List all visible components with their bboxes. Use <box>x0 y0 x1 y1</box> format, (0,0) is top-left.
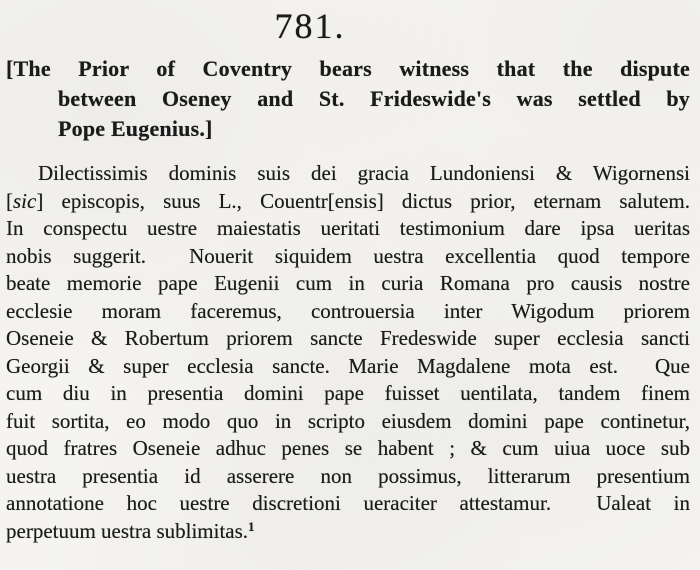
editorial-summary <box>6 54 690 144</box>
latin-line-5: beate memorie pape Eugenii cum in curia Romana pro causis nostre <box>6 271 690 295</box>
charter-latin-text <box>6 160 690 547</box>
latin-line-10: fuit sortita, eo modo quo in scripto eiusdem domini pape continetur, <box>6 408 690 433</box>
latin-line-12: uestra presentia id asserere non possimus, litterarum presentium <box>6 463 690 488</box>
sic-bracket-open: [ <box>6 188 13 213</box>
latin-line-14 <box>6 518 690 548</box>
latin-line-4: nobis suggerit. Nouerit siquidem uestra excellentia quod tempore <box>6 243 690 268</box>
latin-line-8: Georgii & super ecclesia sancte. Marie Magdalene mota est. Que <box>6 353 690 378</box>
footnote-marker: 1 <box>248 518 255 534</box>
latin-line-13: annotatione hoc uestre discretioni ueraciter attestamur. Ualeat in <box>6 491 690 515</box>
latin-line-7: Oseneie & Robertum priorem sancte Fredeswide super ecclesia sancti <box>6 326 690 350</box>
summary-line-2: between Oseney and St. Frideswide's was settled by <box>58 86 690 111</box>
latin-line-2 <box>6 188 690 216</box>
latin-line-6: ecclesie moram faceremus, controuersia inter Wigodum priorem <box>6 298 690 323</box>
summary-line-1: [The Prior of Coventry bears witness that the dispute <box>6 56 690 81</box>
latin-line-9: cum diu in presentia domini pape fuisset uentilata, tandem finem <box>6 381 690 405</box>
latin-line-3: In conspectu uestre maiestatis ueritati testimonium dare ipsa ueritas <box>6 216 690 240</box>
latin-line-14-text: perpetuum uestra sublimitas. <box>6 518 249 543</box>
summary-line-3: Pope Eugenius.] <box>58 116 213 141</box>
sic-italic-note: sic <box>13 188 37 213</box>
latin-line-2-rest: ] episcopis, suus L., Couentr[ensis] dictus prior, eternam salutem. <box>36 188 690 213</box>
latin-line-11: quod fratres Oseneie adhuc penes se habent ; & cum uiua uoce sub <box>6 436 690 460</box>
charter-number-heading: 781. <box>274 6 346 46</box>
latin-line-1: Dilectissimis dominis suis dei gracia Lundoniensi & Wigornensi <box>38 161 690 185</box>
